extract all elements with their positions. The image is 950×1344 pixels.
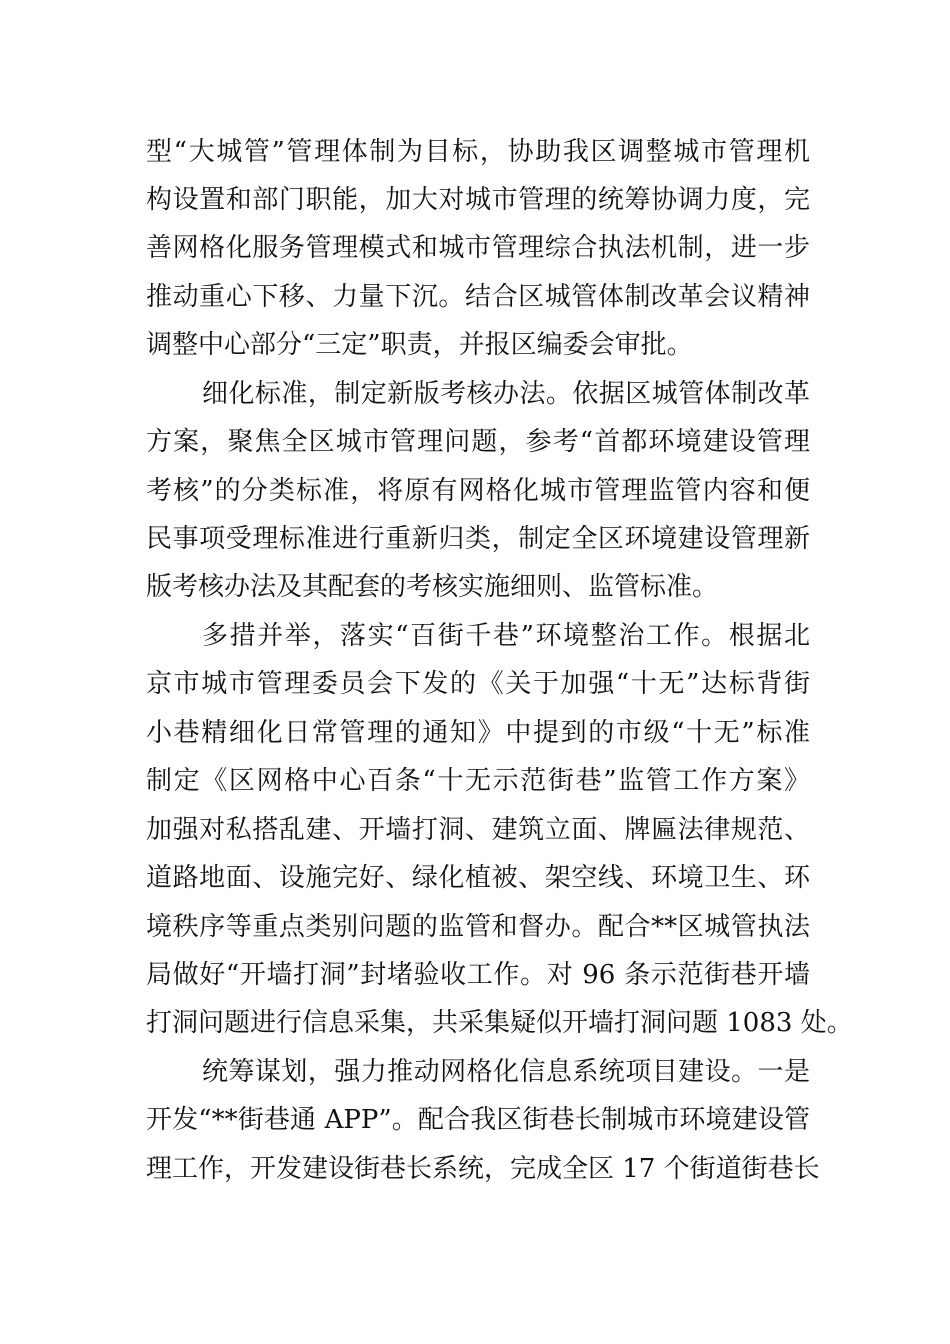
text-line: 打洞问题进行信息采集，共采集疑似开墙打洞问题 1083 处。 [146,1008,853,1038]
text-line: 加强对私搭乱建、开墙打洞、建筑立面、牌匾法律规范、 [146,815,810,845]
text-line: 型“大城管”管理体制为目标，协助我区调整城市管理机 [146,137,810,167]
text-line: 多措并举，落实“百街千巷”环境整治工作。根据北 [202,621,810,651]
text-line: 统筹谋划，强力推动网格化信息系统项目建设。一是 [202,1057,810,1087]
text-line: 善网格化服务管理模式和城市管理综合执法机制，进一步 [146,233,810,263]
text-line: 调整中心部分“三定”职责，并报区编委会审批。 [146,330,693,360]
text-line: 方案，聚焦全区城市管理问题，参考“首都环境建设管理 [146,427,810,457]
text-line: 小巷精细化日常管理的通知》中提到的市级“十无”标准 [146,718,810,748]
text-line: 境秩序等重点类别问题的监管和督办。配合**区城管执法 [146,912,810,942]
text-line: 制定《区网格中心百条“十无示范街巷”监管工作方案》 [146,766,810,796]
text-line: 版考核办法及其配套的考核实施细则、监管标准。 [146,572,719,602]
text-line: 开发“**街巷通 APP”。配合我区街巷长制城市环境建设管 [146,1105,810,1135]
text-line: 道路地面、设施完好、绿化植被、架空线、环境卫生、环 [146,863,810,893]
text-line: 京市城市管理委员会下发的《关于加强“十无”达标背街 [146,669,810,699]
text-line: 局做好“开墙打洞”封堵验收工作。对 96 条示范街巷开墙 [146,960,810,990]
text-line: 构设置和部门职能，加大对城市管理的统筹协调力度，完 [146,185,810,215]
text-line: 考核”的分类标准，将原有网格化城市管理监管内容和便 [146,476,810,506]
text-line: 推动重心下移、力量下沉。结合区城管体制改革会议精神 [146,282,810,312]
text-line: 细化标准，制定新版考核办法。依据区城管体制改革 [202,379,810,409]
text-line: 理工作，开发建设街巷长系统，完成全区 17 个街道街巷长 [146,1154,820,1184]
text-line: 民事项受理标准进行重新归类，制定全区环境建设管理新 [146,524,810,554]
